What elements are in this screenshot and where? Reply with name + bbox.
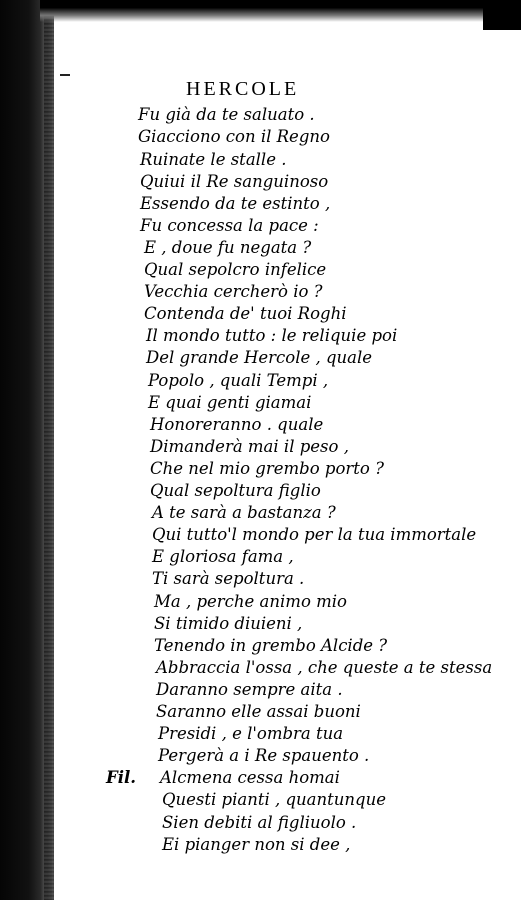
corner-shadow	[483, 0, 521, 30]
verse-line: Saranno elle assai buoni	[156, 702, 361, 721]
verse-line: Questi pianti , quantunque	[162, 790, 386, 809]
verse-line: Fu già da te saluato .	[138, 105, 315, 124]
speaker-label: Fil.	[106, 768, 136, 787]
verse-line: Ma , perche animo mio	[154, 592, 347, 611]
verse-line: Honoreranno . quale	[150, 415, 324, 434]
verse-line: Sien debiti al figliuolo .	[162, 813, 357, 832]
verse-line: Qui tutto'l mondo per la tua immortale	[152, 525, 477, 544]
verse-line: Pergerà a i Re spauento .	[158, 746, 370, 765]
verse-line: Daranno sempre aita .	[156, 680, 343, 699]
verse-line: Ruinate le stalle .	[140, 150, 287, 169]
margin-mark	[60, 74, 70, 76]
verse-line: Tenendo in grembo Alcide ?	[154, 636, 388, 655]
verse-line: Abbraccia l'ossa , che queste a te stessa	[156, 658, 493, 677]
verse-line: Dimanderà mai il peso ,	[150, 437, 349, 456]
page-edges	[44, 0, 54, 900]
verse-line: Quiui il Re sanguinoso	[140, 172, 329, 191]
verse-line: Essendo da te estinto ,	[140, 194, 331, 213]
verse-line: Vecchia cercherò io ?	[144, 282, 323, 301]
verse-line: Popolo , quali Tempi ,	[148, 371, 329, 390]
verse-line: A te sarà a bastanza ?	[152, 503, 336, 522]
running-head: HERCOLE	[186, 78, 300, 100]
verse-line: Del grande Hercole , quale	[146, 348, 373, 367]
verse-line: Si timido diuieni ,	[154, 614, 303, 633]
verse-line: Qual sepoltura figlio	[150, 481, 321, 500]
verse-line: Contenda de' tuoi Roghi	[144, 304, 347, 323]
verse-line: Ti sarà sepoltura .	[152, 569, 305, 588]
verse-line: Che nel mio grembo porto ?	[150, 459, 384, 478]
top-shadow	[40, 0, 521, 22]
verse-line: Ei pianger non si dee ,	[162, 835, 351, 854]
verse-line: Fu concessa la pace :	[140, 216, 319, 235]
verse-line: E quai genti giamai	[148, 393, 312, 412]
verse-line: Giacciono con il Regno	[138, 127, 330, 146]
verse-line: Il mondo tutto : le reliquie poi	[146, 326, 398, 345]
verse-line: E gloriosa fama ,	[152, 547, 294, 566]
verse-line: Qual sepolcro infelice	[144, 260, 327, 279]
verse-line: Alcmena cessa homai	[160, 768, 340, 787]
verse-line: Presidi , e l'ombra tua	[158, 724, 344, 743]
verse-line: E , doue fu negata ?	[144, 238, 312, 257]
